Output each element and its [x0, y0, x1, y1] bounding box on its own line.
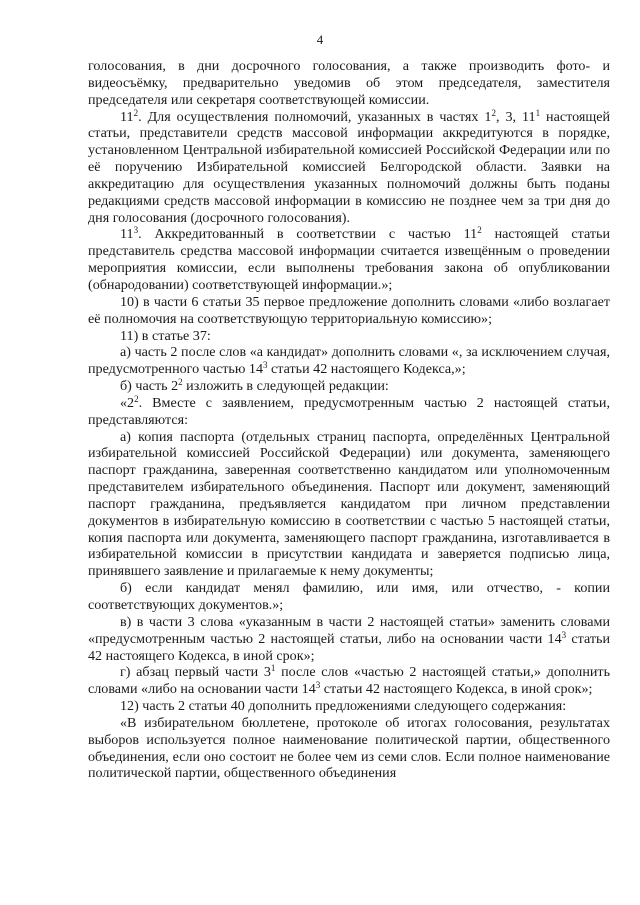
paragraph-quote-ballot [88, 715, 610, 782]
paragraph-quote-a [88, 429, 610, 581]
text-run: . Аккредитованный в соответствии с частью 11 [138, 226, 478, 243]
text-run: б) часть 2 [120, 378, 179, 395]
paragraph-item-10 [88, 294, 610, 328]
text-run: статьи 42 настоящего Кодекса, в иной срок»; [88, 630, 610, 664]
paragraph-item-11-b [88, 378, 610, 395]
superscript: 2 [491, 107, 496, 118]
paragraph-continuation [88, 58, 610, 109]
superscript: 2 [477, 225, 482, 236]
text-run: после слов «частью 2 настоящей статьи,» дополнить словами «либо на основании части 14 [88, 664, 610, 698]
text-run: в) в части 3 слова «указанным в части 2 настоящей статьи» заменить словами «предусмотренным частью 2 настоящей статьи, либо на основании части 14 [88, 613, 610, 647]
superscript: 3 [263, 360, 268, 371]
text-run: г) абзац первый части 3 [120, 664, 271, 681]
text-run: . Вместе с заявлением, предусмотренным частью 2 настоящей статьи, представляются: [88, 394, 610, 428]
paragraph-item-11 [88, 328, 610, 345]
text-run: 12) часть 2 статьи 40 дополнить предложениями следующего содержания: [120, 698, 567, 715]
paragraph-item-11-v [88, 614, 610, 665]
superscript: 1 [535, 107, 541, 118]
text-run: изложить в следующей редакции: [182, 378, 389, 395]
text-run: голосования, в дни досрочного голосования, а также производить фото- и видеосъёмку, предварительно уведомив об этом председателя, заместителя председателя или секретаря соответствующей комиссии. [88, 58, 610, 108]
paragraph-item-12 [88, 698, 610, 715]
text-run: «2 [120, 394, 135, 411]
document-body [88, 58, 610, 782]
text-run: статьи 42 настоящего Кодекса,»; [267, 361, 466, 378]
text-run: а) часть 2 после слов «а кандидат» дополнить словами «, за исключением случая, предусмотренного частью 14 [88, 344, 610, 378]
text-run: 10) в части 6 статьи 35 первое предложение дополнить словами «либо возлагает её полномочия на соответствующую территориальную комиссию»; [88, 293, 610, 327]
text-run: 11 [120, 226, 134, 243]
superscript: 2 [178, 377, 183, 388]
superscript: 3 [133, 225, 139, 236]
text-run: а) копия паспорта (отдельных страниц паспорта, определённых Центральной избирательной комиссией Российской Федерации) или документа, заменяющего паспорт гражданина, заверенная соответственно кандидатом или уполномоченным представителем избирательного объединения. Паспорт или документ, заменяющий паспорт гражданина, предъявляется кандидатом при личном представлении документов в избирательную комиссию в соответствии с частью 5 настоящей статьи, копия паспорта или документа, заменяющего паспорт гражданина, изготавливается в избирательной комиссии в присутствии кандидата и заверяется подписью лица, принявшего заявление и прилагаемые к нему документы; [88, 428, 610, 580]
superscript: 1 [270, 663, 276, 674]
text-run: статьи 42 настоящего Кодекса, в иной срок»; [320, 681, 593, 698]
paragraph-11-3 [88, 226, 610, 293]
text-run: настоящей статьи представитель средства массовой информации считается извещённым о проведении мероприятия комиссии, если выполнены требования закона об опубликовании (обнародовании) соответствующей информации.»; [88, 226, 610, 293]
superscript: 2 [133, 107, 139, 118]
paragraph-item-11-a [88, 344, 610, 378]
text-run: , 3, 11 [495, 108, 536, 125]
paragraph-11-2 [88, 109, 610, 227]
paragraph-item-11-g [88, 664, 610, 698]
page-number: 4 [316, 32, 324, 47]
paragraph-quote-b [88, 580, 610, 614]
superscript: 3 [561, 629, 567, 640]
superscript: 3 [315, 680, 321, 691]
superscript: 2 [134, 393, 139, 404]
text-run: настоящей статьи, представители средств массовой информации аккредитуются в порядке, установленном Центральной избирательной комиссией Российской Федерации или по её поручению Избирательной комиссией Белгородской области. Заявки на аккредитацию для осуществления указанных полномочий должны быть поданы редакциями средств массовой информации в комиссию не позднее чем за три дня до дня голосования (досрочного голосования). [88, 108, 610, 226]
text-run: 11) в статье 37: [120, 327, 211, 344]
text-run: 11 [120, 108, 134, 125]
paragraph-quote-2-2 [88, 395, 610, 429]
text-run: «В избирательном бюллетене, протоколе об итогах голосования, результатах выборов используется полное наименование политической партии, общественного объединения, если оно состоит не более чем из семи слов. Если полное наименование политической партии, общественного объединения [88, 714, 610, 782]
text-run: . Для осуществления полномочий, указанных в частях 1 [138, 108, 492, 125]
text-run: б) если кандидат менял фамилию, или имя, или отчество, - копии соответствующих документов.»; [88, 580, 610, 613]
